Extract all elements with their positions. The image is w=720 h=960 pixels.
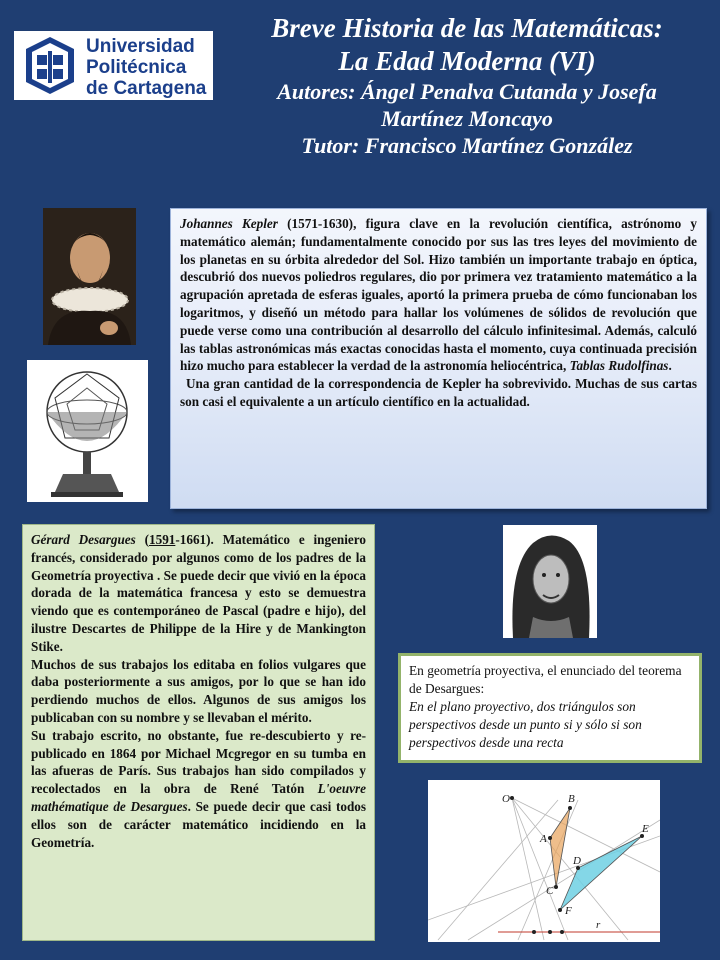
university-logo (14, 31, 213, 100)
label-e: E (642, 823, 649, 835)
desargues-theorem-diagram (428, 780, 660, 942)
tutor-line: Tutor: Francisco Martínez González (301, 133, 633, 158)
logo-line3: de Cartagena (86, 78, 207, 99)
desargues-paragraph-1 (31, 531, 366, 656)
poster-title (222, 12, 712, 159)
triangle-def (560, 836, 642, 910)
authors-line-2: Martínez Moncayo (381, 106, 553, 131)
kepler-paragraph-2: Una gran cantidad de la correspondencia de Kepler ha sobrevivido. Muchas de sus cartas son casi el equivalente a un artículo científico en la actualidad. (180, 376, 697, 409)
desargues-text-1: -1661). Matemático e ingeniero francés, considerado por algunos como de los padres de la Geometría proyectiva . Se puede decir que vivió en la época dorada de la matemática francesa y esto se demuestra viendo que es contemporáneo de Pascal (padre e hijo), del ilustre Descartes de Philippe de la Hire y de Mankington Stike. (31, 532, 366, 654)
logo-line2: Politécnica (86, 57, 187, 78)
authors-line-1: Autores: Ángel Penalva Cutanda y Josefa (277, 79, 657, 104)
desargues-theorem-box (398, 653, 702, 763)
desargues-name: Gérard Desargues (31, 532, 136, 547)
logo-line1: Universidad (86, 36, 195, 57)
desargues-portrait (503, 525, 597, 638)
desargues-paragraph-2: Muchos de sus trabajos los editaba en folios vulgares que daba posteriormente a sus amigos, por lo que se han ido perdiendo muchos de ellos. Algunos de sus amigos los publicaban con su nombre y se llevaban el mérito. (31, 656, 366, 725)
desargues-work-title: L'oeuvre mathématique de Desargues (31, 781, 366, 814)
label-c: C (546, 885, 554, 897)
theorem-statement: En el plano proyectivo, dos triángulos son perspectivos desde un punto si y sólo si son perspectivos desde una recta (409, 699, 642, 750)
label-a: A (540, 833, 547, 845)
kepler-name: Johannes Kepler (180, 216, 278, 231)
university-logo-graphic (14, 31, 213, 100)
desargues-birth-year-link[interactable]: 1591 (149, 532, 176, 547)
title-line-2: La Edad Moderna (VI) (338, 46, 596, 76)
desargues-paragraph-3 (31, 727, 366, 852)
desargues-text-3: Su trabajo escrito, no obstante, fue re-descubierto y re-publicado en 1864 por Michael Mcgregor en su tumba en las afueras de París. Sus trabajos han sido compilados y recolectados en la obra de René Tatón (31, 727, 366, 797)
desargues-biography (22, 524, 375, 941)
kepler-text-1: (1571-1630), figura clave en la revolución científica, astrónomo y matemático alemán; fundamentalmente conocido por sus las tres leyes del movimiento de los planetas en su órbita alrededor del Sol. Hizo también un importante trabajo en óptica, descubrió dos nuevos poliedros regulares, dio por primera vez tratamiento matemático a la agrupación apretada de esferas iguales, aportó la primera prueba de cómo funcionaban los logaritmos, y diseñó un método para hallar los volúmenes de sólidos de revolución que puede verse como una contribución al desarrollo del cálculo infinitesimal. Además, calculó las tablas astronómicas más exactas conocidas hasta el momento, cuya continuada precisión hizo mucho para establecer la verdad de la astronomía heliocéntrica, (180, 216, 697, 374)
kepler-paragraph-1 (180, 215, 697, 375)
desargues-open-paren: ( (135, 532, 149, 547)
kepler-portrait (43, 208, 136, 345)
label-r: r (596, 919, 601, 931)
label-d: D (573, 855, 581, 867)
label-o: O (502, 793, 510, 805)
desargues-text-3-end: . Se puede decir que casi todos ellos son de carácter matemático incidiendo en la Geometría. (31, 798, 367, 850)
kepler-text-1-end: . (668, 358, 672, 374)
kepler-tables-title: Tablas Rudolfinas (569, 358, 669, 374)
title-line-1: Breve Historia de las Matemáticas: (271, 13, 663, 43)
kepler-biography (170, 208, 707, 509)
theorem-intro: En geometría proyectiva, el enunciado del teorema de Desargues: (409, 663, 682, 696)
label-b: B (568, 793, 575, 805)
label-f: F (565, 905, 572, 917)
shield-emblem-icon (26, 37, 74, 94)
kepler-cosmic-model-image (27, 360, 148, 502)
